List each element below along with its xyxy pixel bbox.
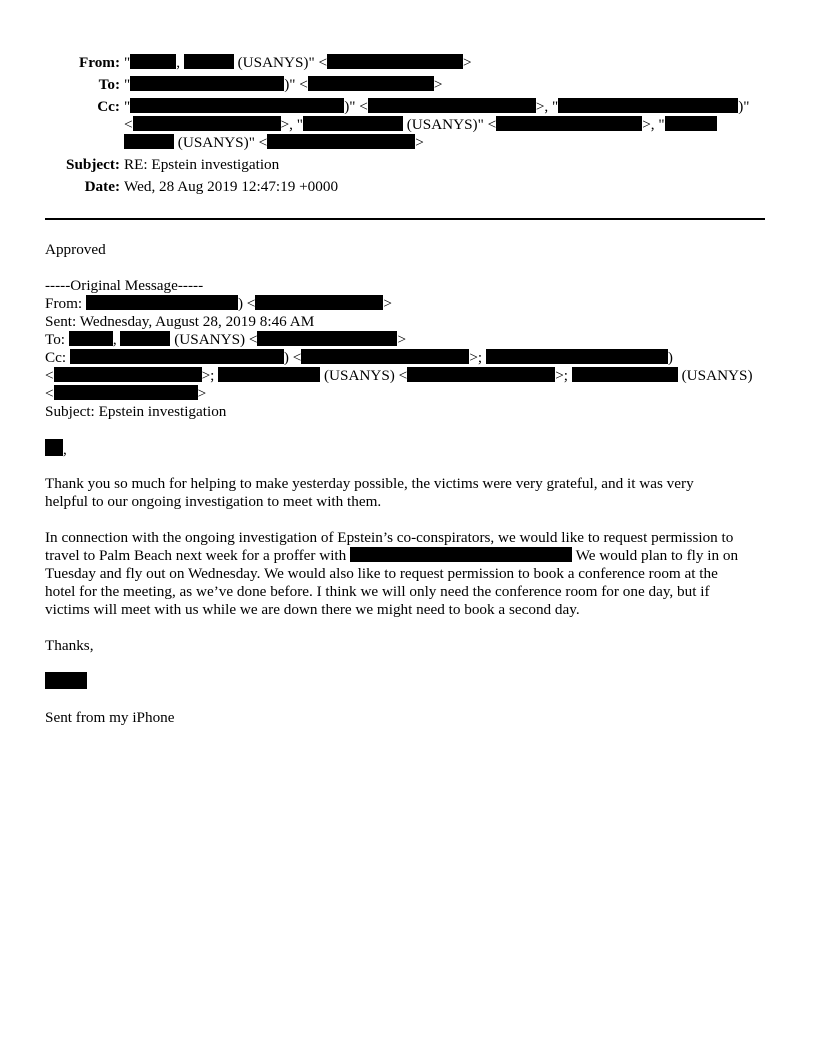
redaction [70, 349, 284, 364]
date-label: Date: [84, 178, 120, 195]
paragraph-2-line-3: Tuesday and fly out on Wednesday. We would also like to request permission to book a conference room at the [45, 565, 718, 582]
from-value: " , (USANYS)" < > [124, 54, 472, 71]
redaction [257, 331, 397, 346]
subject-label: Subject: [66, 156, 120, 173]
original-from: From: ) < > [45, 295, 392, 312]
redaction [184, 54, 234, 69]
signature [45, 672, 87, 692]
paragraph-2-line-1: In connection with the ongoing investigation of Epstein’s co-conspirators, we would like to request permission to [45, 529, 734, 546]
from-label: From: [78, 54, 120, 71]
redaction [130, 98, 344, 113]
date-value: Wed, 28 Aug 2019 12:47:19 +0000 [124, 178, 339, 195]
redaction [407, 367, 555, 382]
original-to: To: , (USANYS) < > [45, 331, 407, 348]
cc-value-line1: " )" < >, " )" [124, 98, 750, 115]
redaction [665, 116, 717, 131]
redaction [130, 54, 176, 69]
original-subject: Subject: Epstein investigation [45, 403, 227, 420]
paragraph-2-line-4: hotel for the meeting, as we’ve done before. I think we will only need the conference room for one day, but if [45, 583, 710, 600]
original-separator: -----Original Message----- [45, 277, 204, 294]
redaction [572, 367, 678, 382]
greeting: , [45, 439, 67, 459]
paragraph-2-line-2-end: We would plan to fly in on [575, 547, 739, 564]
closing: Thanks, [45, 637, 94, 654]
redaction [45, 672, 87, 689]
original-to-label: To: [45, 331, 66, 348]
redaction [69, 331, 113, 346]
original-cc-org-1: (USANYS) [323, 367, 395, 384]
to-value: " )" < > [124, 76, 443, 93]
original-cc-label: Cc: [45, 349, 67, 366]
original-cc-line3: < > [45, 385, 207, 402]
header-divider [45, 218, 765, 220]
original-from-label: From: [45, 295, 83, 312]
original-to-org: (USANYS) [174, 331, 246, 348]
redaction [327, 54, 463, 69]
paragraph-2-line-2-start: travel to Palm Beach next week for a proffer with [45, 547, 347, 564]
redaction [301, 349, 469, 364]
to-label: To: [98, 76, 120, 93]
sent-from-footer: Sent from my iPhone [45, 709, 175, 726]
redaction [120, 331, 170, 346]
cc-value-line3: (USANYS)" < > [124, 134, 424, 152]
redaction [45, 439, 63, 456]
subject-value: RE: Epstein investigation [124, 156, 280, 173]
original-cc-org-2: (USANYS) [681, 367, 753, 384]
redaction [558, 98, 738, 113]
redaction [130, 76, 284, 91]
redaction [350, 547, 572, 562]
original-cc-line1: Cc: ) < >; ) [45, 349, 673, 366]
redaction [267, 134, 415, 149]
redaction [54, 367, 202, 382]
cc-org-2: (USANYS) [177, 134, 249, 151]
cc-org-1: (USANYS) [406, 116, 478, 133]
reply-text: Approved [45, 241, 106, 258]
cc-value-line2: < >, " (USANYS)" < >, " [124, 116, 717, 134]
paragraph-2-line-2 [45, 547, 780, 565]
redaction [86, 295, 238, 310]
redaction [368, 98, 536, 113]
redaction [496, 116, 642, 131]
redaction [255, 295, 383, 310]
redaction [218, 367, 320, 382]
cc-label: Cc: [97, 98, 120, 115]
original-sent: Sent: Wednesday, August 28, 2019 8:46 AM [45, 313, 315, 330]
original-cc-line2: < >; (USANYS) < >; (USANYS) [45, 367, 753, 384]
from-org: (USANYS) [237, 54, 309, 71]
paragraph-1-line-2: helpful to our ongoing investigation to meet with them. [45, 493, 382, 510]
paragraph-2-line-5: victims will meet with us while we are down there we might need to book a second day. [45, 601, 580, 618]
redaction [54, 385, 198, 400]
paragraph-1-line-1: Thank you so much for helping to make yesterday possible, the victims were very grateful, and it was very [45, 475, 694, 492]
redaction [133, 116, 281, 131]
redaction [124, 134, 174, 149]
redaction [303, 116, 403, 131]
redaction [486, 349, 668, 364]
redaction [308, 76, 434, 91]
